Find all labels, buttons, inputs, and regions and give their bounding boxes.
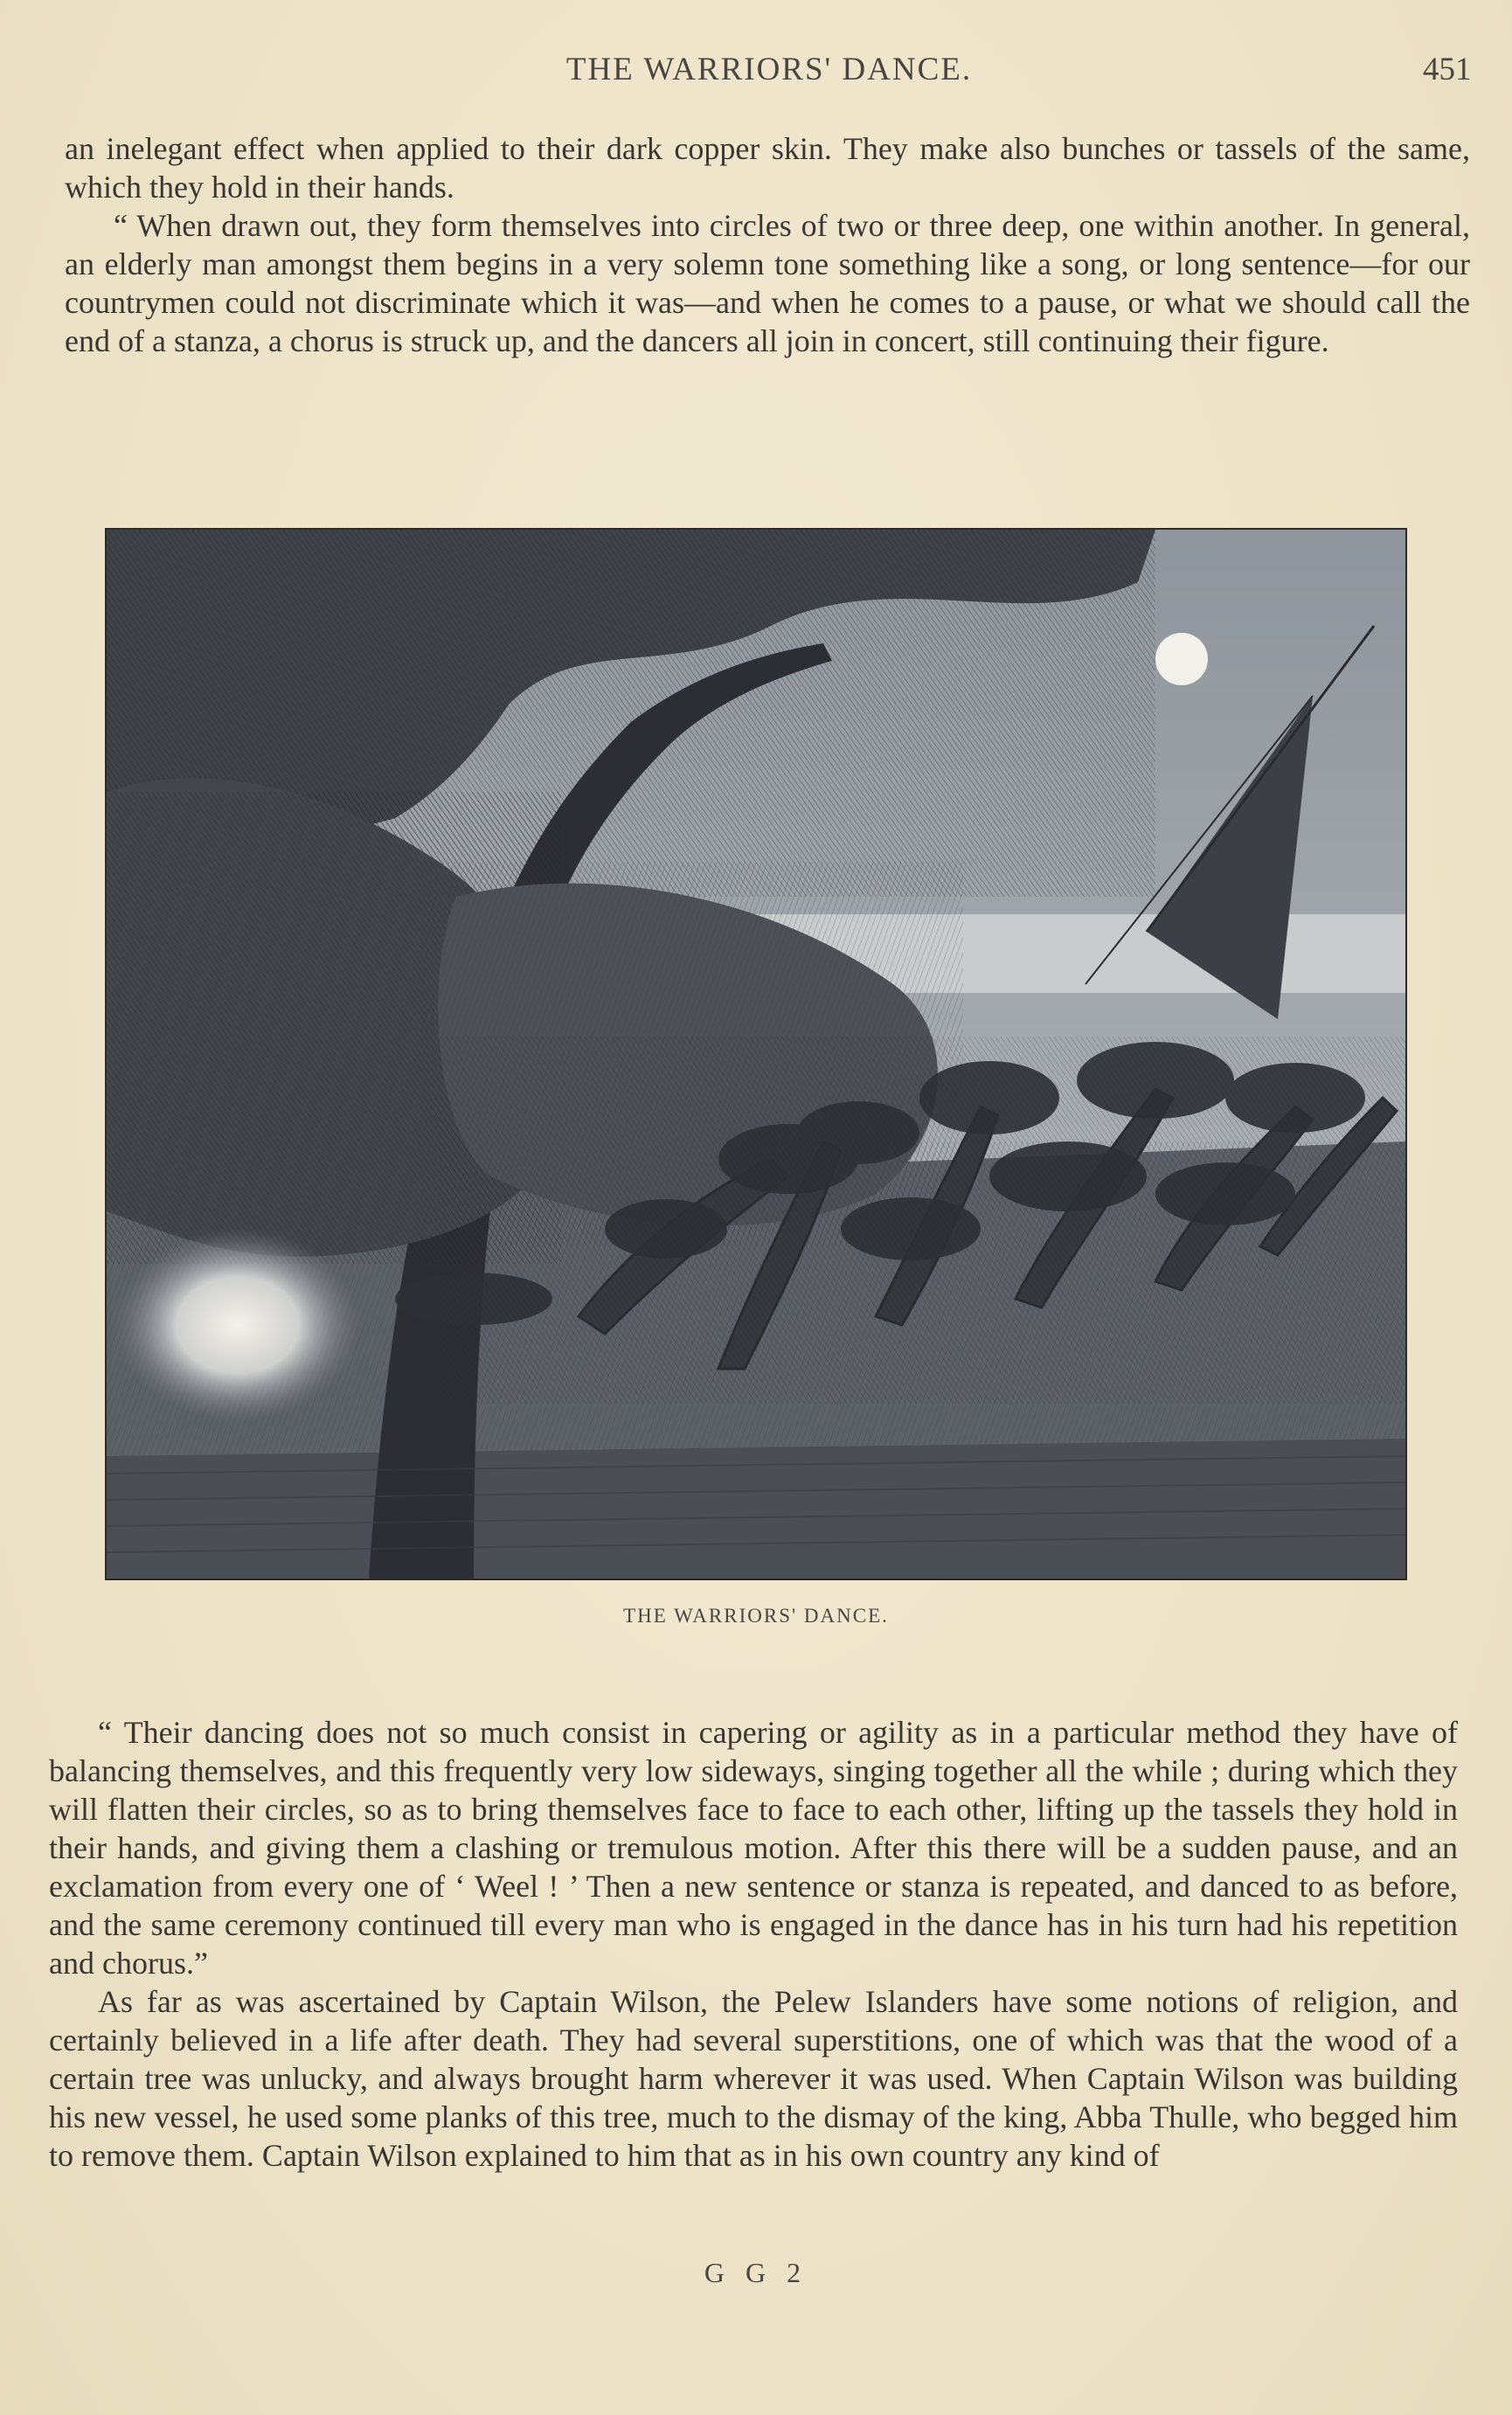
- running-title: THE WARRIORS' DANCE.: [565, 52, 973, 87]
- paragraph: “ When drawn out, they form themselves into circles of two or three deep, one within another. In general, an elderly man amongst them begins in a very solemn tone something like a song, or long sentence—for our countrymen could not discriminate which it was—and when he comes to a pause, or what we should call the end of a stanza, a chorus is struck up, and the dancers all join in concert, still continuing their figure.: [65, 208, 1470, 358]
- page-number: 451: [1423, 52, 1472, 87]
- paragraph: an inelegant effect when applied to their dark copper skin. They make also bunches or tassels of the same, which they hold in their hands.: [65, 131, 1470, 205]
- paragraph: “ Their dancing does not so much consist in capering or agility as in a particular method they have of balancing themselves, and this frequently very low sideways, singing together all the while ; during which they will flatten their circles, so as to bring themselves face to face to each other, lifting up the tassels they hold in their hands, and giving them a clashing or tremulous motion. After this there will be a sudden pause, and an exclamation from every one of ‘ Weel ! ’ Then a new sentence or stanza is repeated, and danced to as before, and the same ceremony continued till every man who is engaged in the dance has in his turn had his repetition and chorus.”: [49, 1715, 1458, 1981]
- paragraph: As far as was ascertained by Captain Wilson, the Pelew Islanders have some notions of religion, and certainly believed in a life after death. They had several superstitions, one of which was that the wood of a certain tree was unlucky, and always brought harm wherever it was used. When Captain Wilson was building his new vessel, he used some planks of this tree, much to the dismay of the king, Abba Thulle, who begged him to remove them. Captain Wilson explained to him that as in his own country any kind of: [49, 1984, 1458, 2173]
- running-head: [0, 51, 1512, 94]
- engraving-illustration: [105, 528, 1407, 1580]
- bottom-text-block: [49, 1713, 1458, 2175]
- signature-mark: G G 2: [704, 2257, 808, 2288]
- top-text-block: [65, 129, 1470, 360]
- illustration-caption: THE WARRIORS' DANCE.: [623, 1605, 889, 1627]
